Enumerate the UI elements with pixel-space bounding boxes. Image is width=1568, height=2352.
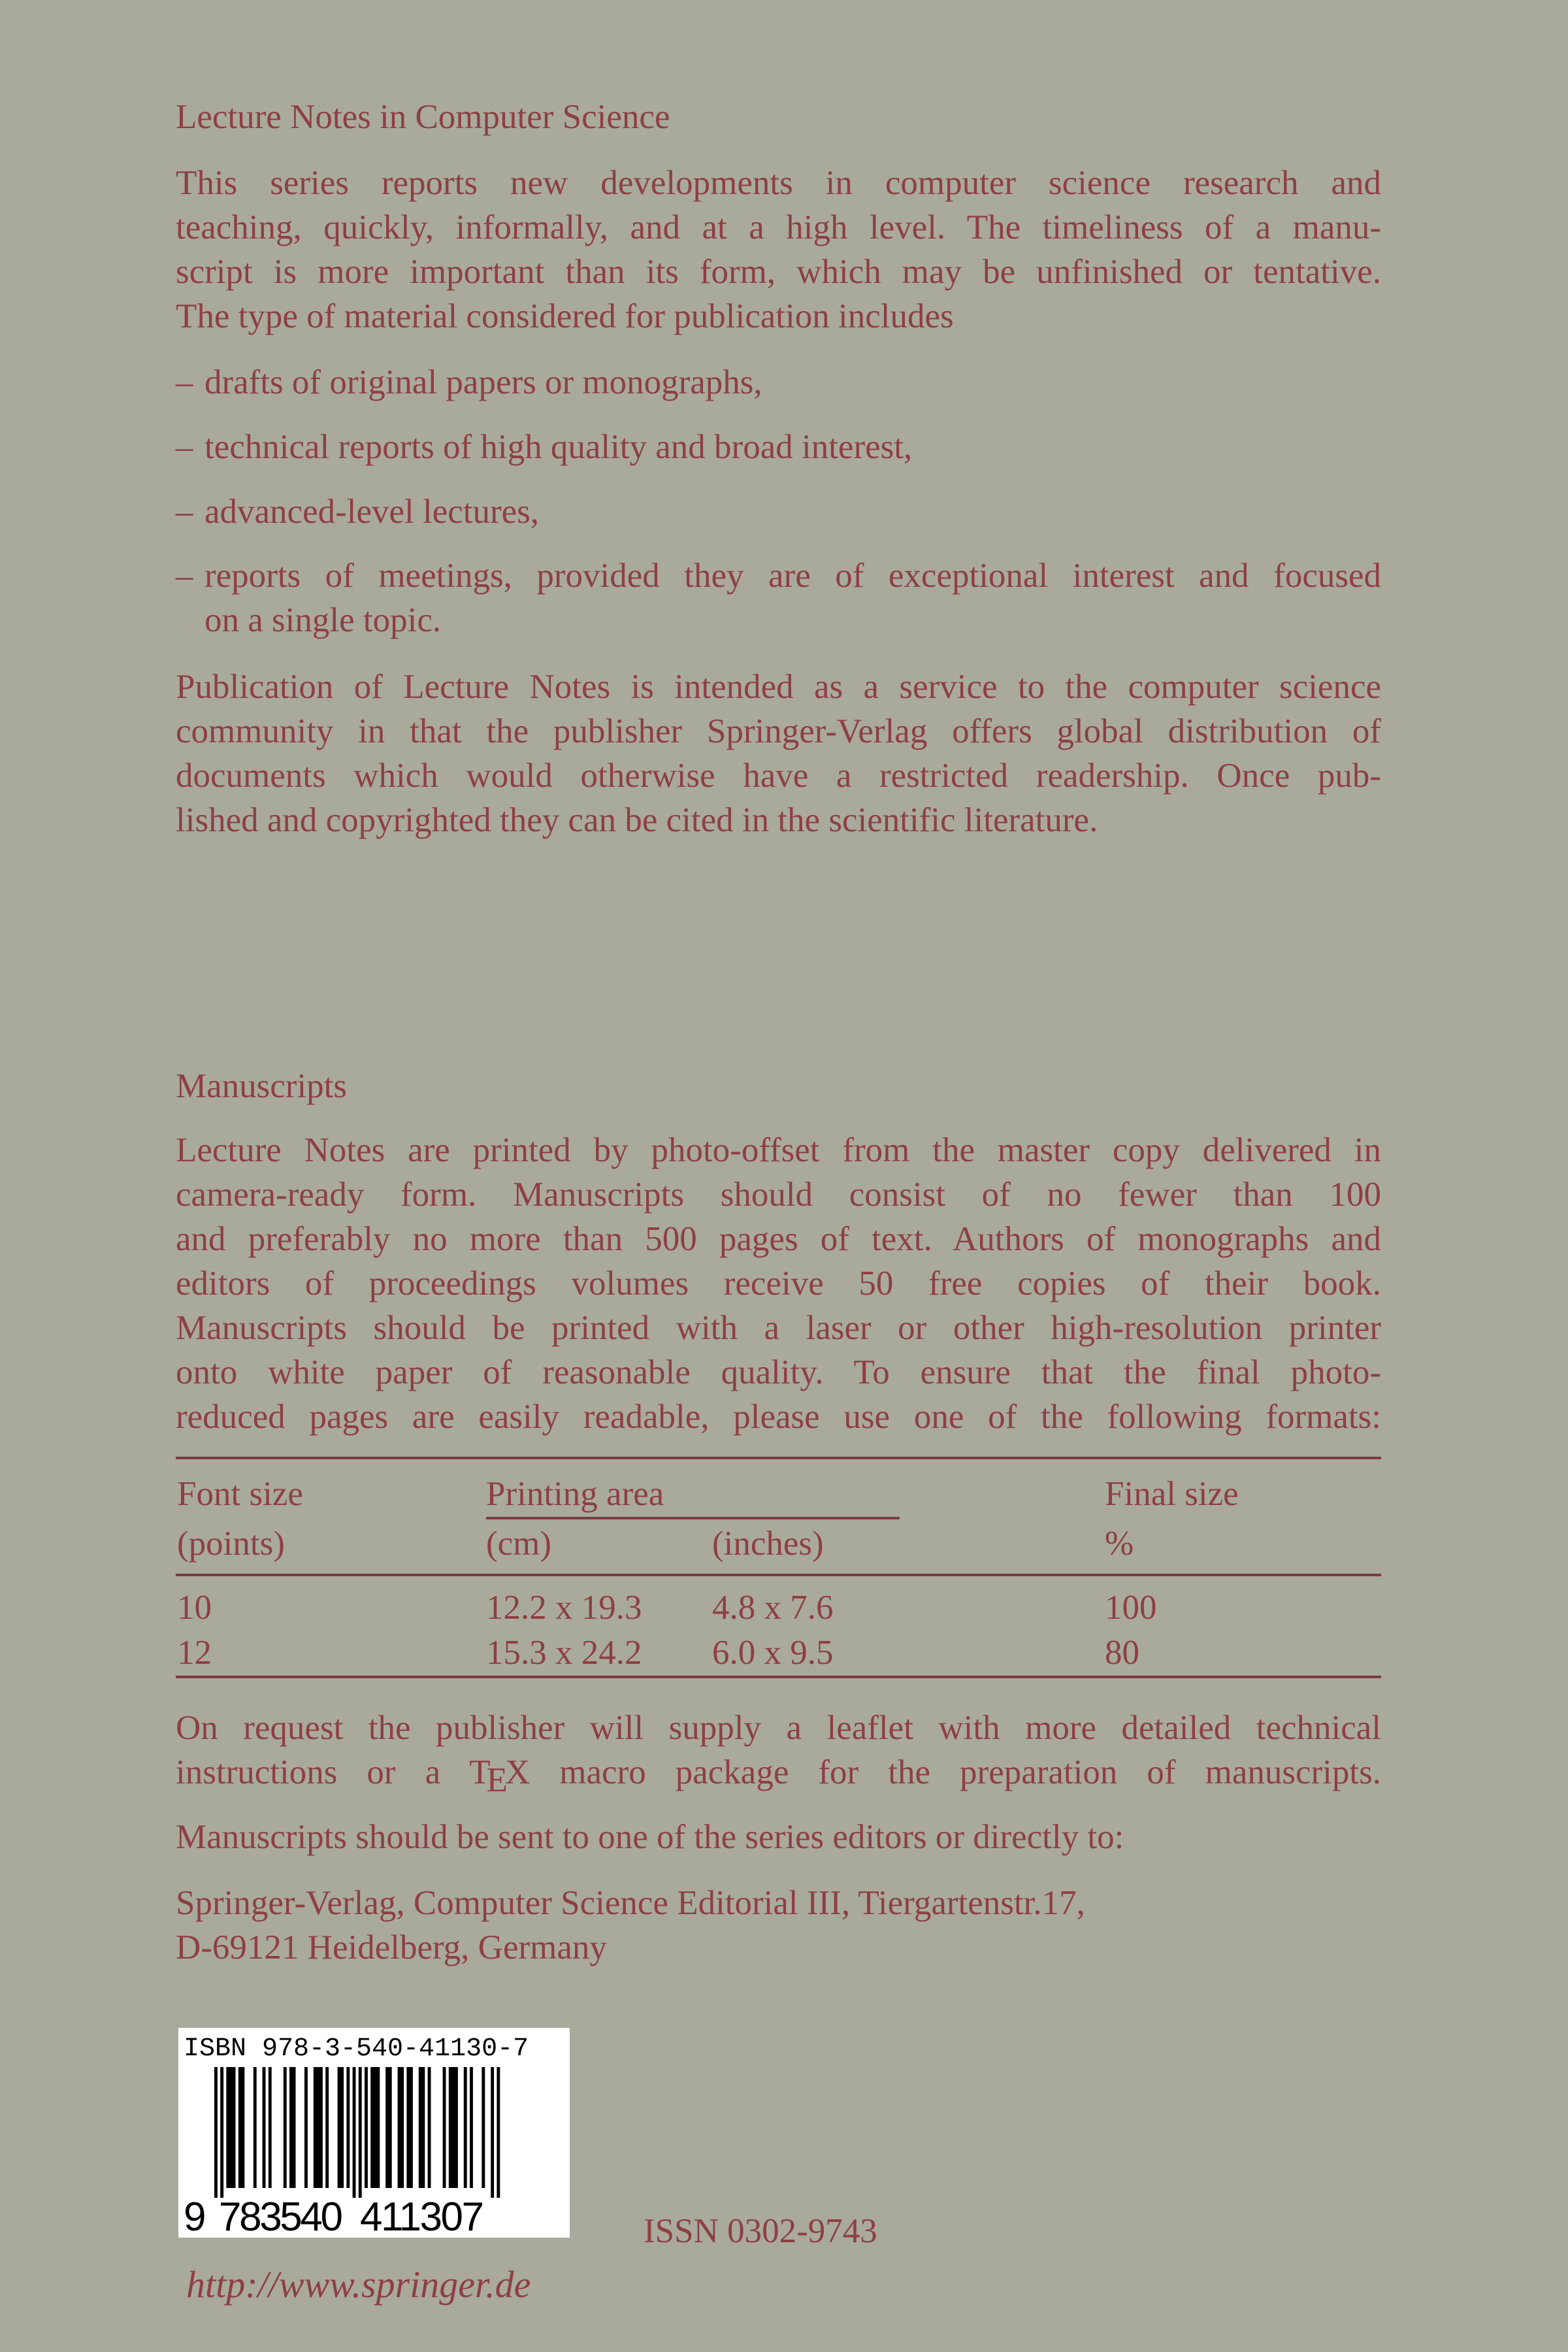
barcode-bar bbox=[289, 2067, 293, 2188]
text-line: teaching, quickly, informally, and at a high level. The timeliness of a manu- bbox=[176, 208, 1381, 246]
barcode-bar bbox=[233, 2067, 236, 2188]
row-1-points: 10 bbox=[177, 1589, 212, 1627]
barcode-bar bbox=[314, 2067, 317, 2188]
text-line bbox=[176, 1750, 1381, 1799]
subheader-percent: % bbox=[1105, 1525, 1134, 1563]
barcode-bar bbox=[238, 2067, 242, 2188]
subheader-inches: (inches) bbox=[712, 1525, 824, 1563]
bullet-item bbox=[176, 425, 1381, 469]
text-line: script is more important than its form, which may be unfinished or tentative. bbox=[176, 253, 1381, 291]
header-final-size: Final size bbox=[1105, 1475, 1239, 1513]
barcode-bar bbox=[284, 2067, 287, 2188]
address-line: Springer-Verlag, Computer Science Editorial III, Tiergartenstr.17, bbox=[176, 1884, 1085, 1922]
barcode-bar bbox=[410, 2067, 413, 2188]
isbn-label: ISBN 978-3-540-41130-7 bbox=[184, 2034, 529, 2064]
barcode-bar bbox=[359, 2067, 362, 2198]
barcode-bar bbox=[325, 2067, 329, 2188]
barcode-bar bbox=[406, 2067, 410, 2188]
row-2-points: 12 bbox=[177, 1634, 212, 1672]
barcode-bar bbox=[214, 2067, 218, 2198]
barcode-bar bbox=[220, 2067, 223, 2198]
text-line: This series reports new developments in computer science research and bbox=[176, 164, 1381, 202]
barcode-bar bbox=[304, 2067, 308, 2188]
barcode-bar bbox=[491, 2067, 494, 2198]
text-line: documents which would otherwise have a restricted readership. Once pub- bbox=[176, 757, 1381, 795]
table-top-rule bbox=[176, 1457, 1381, 1459]
barcode-bar bbox=[293, 2067, 296, 2188]
barcode-bar bbox=[374, 2067, 377, 2188]
bullet-text: reports of meetings, provided they are of exceptional interest and focused bbox=[204, 557, 1381, 595]
text-line: Manuscripts should be printed with a laser or other high-resolution printer bbox=[176, 1309, 1381, 1347]
text-line: lished and copyrighted they can be cited in the scientific literature. bbox=[176, 801, 1098, 839]
bullet-dash: – bbox=[176, 363, 193, 401]
subheader-points: (points) bbox=[177, 1525, 285, 1563]
manuscripts-heading: Manuscripts bbox=[176, 1067, 348, 1105]
manuscripts-paragraph bbox=[176, 1128, 1381, 1439]
publication-paragraph bbox=[176, 665, 1381, 842]
address-line: D-69121 Heidelberg, Germany bbox=[176, 1929, 607, 1966]
printing-area-rule bbox=[486, 1517, 900, 1519]
barcode-bar bbox=[497, 2067, 500, 2198]
bullet-item bbox=[176, 360, 1381, 405]
bullet-item bbox=[176, 489, 1381, 534]
barcode-bar bbox=[428, 2067, 431, 2188]
barcode-bar bbox=[340, 2067, 344, 2188]
issn: ISSN 0302-9743 bbox=[644, 2212, 877, 2250]
bullet-dash: – bbox=[176, 557, 193, 595]
row-1-percent: 100 bbox=[1105, 1589, 1157, 1627]
barcode-bar bbox=[229, 2067, 233, 2188]
barcode-bar bbox=[464, 2067, 467, 2188]
text-line: Publication of Lecture Notes is intended as a service to the computer science bbox=[176, 668, 1381, 706]
text-line: camera-ready form. Manuscripts should consist of no fewer than 100 bbox=[176, 1176, 1381, 1214]
tex-x: X bbox=[504, 1753, 531, 1791]
barcode-bar bbox=[241, 2067, 244, 2188]
barcode-bar bbox=[365, 2067, 368, 2188]
barcode-right-digits: 411307 bbox=[360, 2195, 484, 2238]
row-2-percent: 80 bbox=[1105, 1634, 1139, 1672]
text-segment: macro package for the preparation of manuscripts. bbox=[530, 1753, 1381, 1791]
barcode-bar bbox=[400, 2067, 404, 2188]
text-line: editors of proceedings volumes receive 50 free copies of their book. bbox=[176, 1265, 1381, 1302]
barcode-bar bbox=[338, 2067, 341, 2188]
header-font-size: Font size bbox=[177, 1475, 303, 1513]
table-header-rule bbox=[176, 1574, 1381, 1576]
barcode-bar bbox=[376, 2067, 380, 2188]
text-line: reduced pages are easily readable, please use one of the following formats: bbox=[176, 1398, 1381, 1436]
barcode-bar bbox=[443, 2067, 446, 2188]
send-to-text: Manuscripts should be sent to one of the series editors or directly to: bbox=[176, 1818, 1124, 1856]
text-line: community in that the publisher Springer-Verlag offers global distribution of bbox=[176, 712, 1381, 750]
barcode-bar bbox=[269, 2067, 272, 2188]
barcode-bar bbox=[389, 2067, 392, 2188]
barcode-bar bbox=[316, 2067, 319, 2188]
barcode-bar bbox=[263, 2067, 266, 2188]
row-1-inches: 4.8 x 7.6 bbox=[712, 1589, 834, 1627]
barcode-bar bbox=[449, 2067, 452, 2188]
barcode-bar bbox=[421, 2067, 425, 2188]
publisher-url[interactable]: http://www.springer.de bbox=[186, 2263, 531, 2306]
intro-paragraph bbox=[176, 161, 1381, 339]
bullet-item bbox=[176, 554, 1381, 642]
barcode-bar bbox=[455, 2067, 458, 2188]
request-paragraph bbox=[176, 1706, 1381, 1799]
barcode-first-digit: 9 bbox=[184, 2195, 206, 2238]
row-2-inches: 6.0 x 9.5 bbox=[712, 1634, 834, 1672]
barcode-left-digits: 783540 bbox=[219, 2195, 343, 2238]
bullet-dash: – bbox=[176, 428, 193, 466]
row-2-cm: 15.3 x 24.2 bbox=[486, 1634, 642, 1672]
barcode-bar bbox=[253, 2067, 257, 2188]
bullet-text: advanced-level lectures, bbox=[204, 493, 540, 531]
barcode-bar bbox=[470, 2067, 473, 2188]
barcode-bar bbox=[370, 2067, 374, 2188]
barcode-bar bbox=[385, 2067, 389, 2188]
isbn-barcode bbox=[178, 2028, 570, 2238]
series-title: Lecture Notes in Computer Science bbox=[176, 98, 670, 136]
text-line: Lecture Notes are printed by photo-offset from the master copy delivered in bbox=[176, 1131, 1381, 1169]
barcode-bar bbox=[353, 2067, 356, 2198]
tex-e: E bbox=[486, 1761, 508, 1799]
barcode-bar bbox=[451, 2067, 455, 2188]
tex-t: T bbox=[469, 1753, 491, 1791]
row-1-cm: 12.2 x 19.3 bbox=[486, 1589, 642, 1627]
barcode-graphic bbox=[178, 2028, 570, 2238]
address bbox=[176, 1881, 1381, 1970]
subheader-cm: (cm) bbox=[486, 1525, 552, 1563]
text-line: On request the publisher will supply a leaflet with more detailed technical bbox=[176, 1709, 1381, 1747]
barcode-bars bbox=[214, 2067, 500, 2198]
barcode-bar bbox=[419, 2067, 422, 2188]
text-line: onto white paper of reasonable quality. To ensure that the final photo- bbox=[176, 1353, 1381, 1391]
barcode-bar bbox=[346, 2067, 350, 2188]
tex-logo bbox=[469, 1753, 531, 1799]
barcode-bar bbox=[398, 2067, 401, 2188]
barcode-bar bbox=[226, 2067, 229, 2188]
bullet-text: drafts of original papers or monographs, bbox=[204, 363, 762, 401]
barcode-bar bbox=[482, 2067, 485, 2188]
barcode-bar bbox=[319, 2067, 323, 2188]
bullet-text: on a single topic. bbox=[204, 601, 442, 639]
table-bottom-rule bbox=[176, 1676, 1381, 1678]
text-line: and preferably no more than 500 pages of text. Authors of monographs and bbox=[176, 1220, 1381, 1258]
bullet-dash: – bbox=[176, 493, 193, 531]
text-segment: instructions or a bbox=[176, 1753, 470, 1791]
bullet-text: technical reports of high quality and broad interest, bbox=[204, 428, 913, 466]
text-line: The type of material considered for publication includes bbox=[176, 297, 954, 335]
header-printing-area: Printing area bbox=[486, 1475, 664, 1513]
